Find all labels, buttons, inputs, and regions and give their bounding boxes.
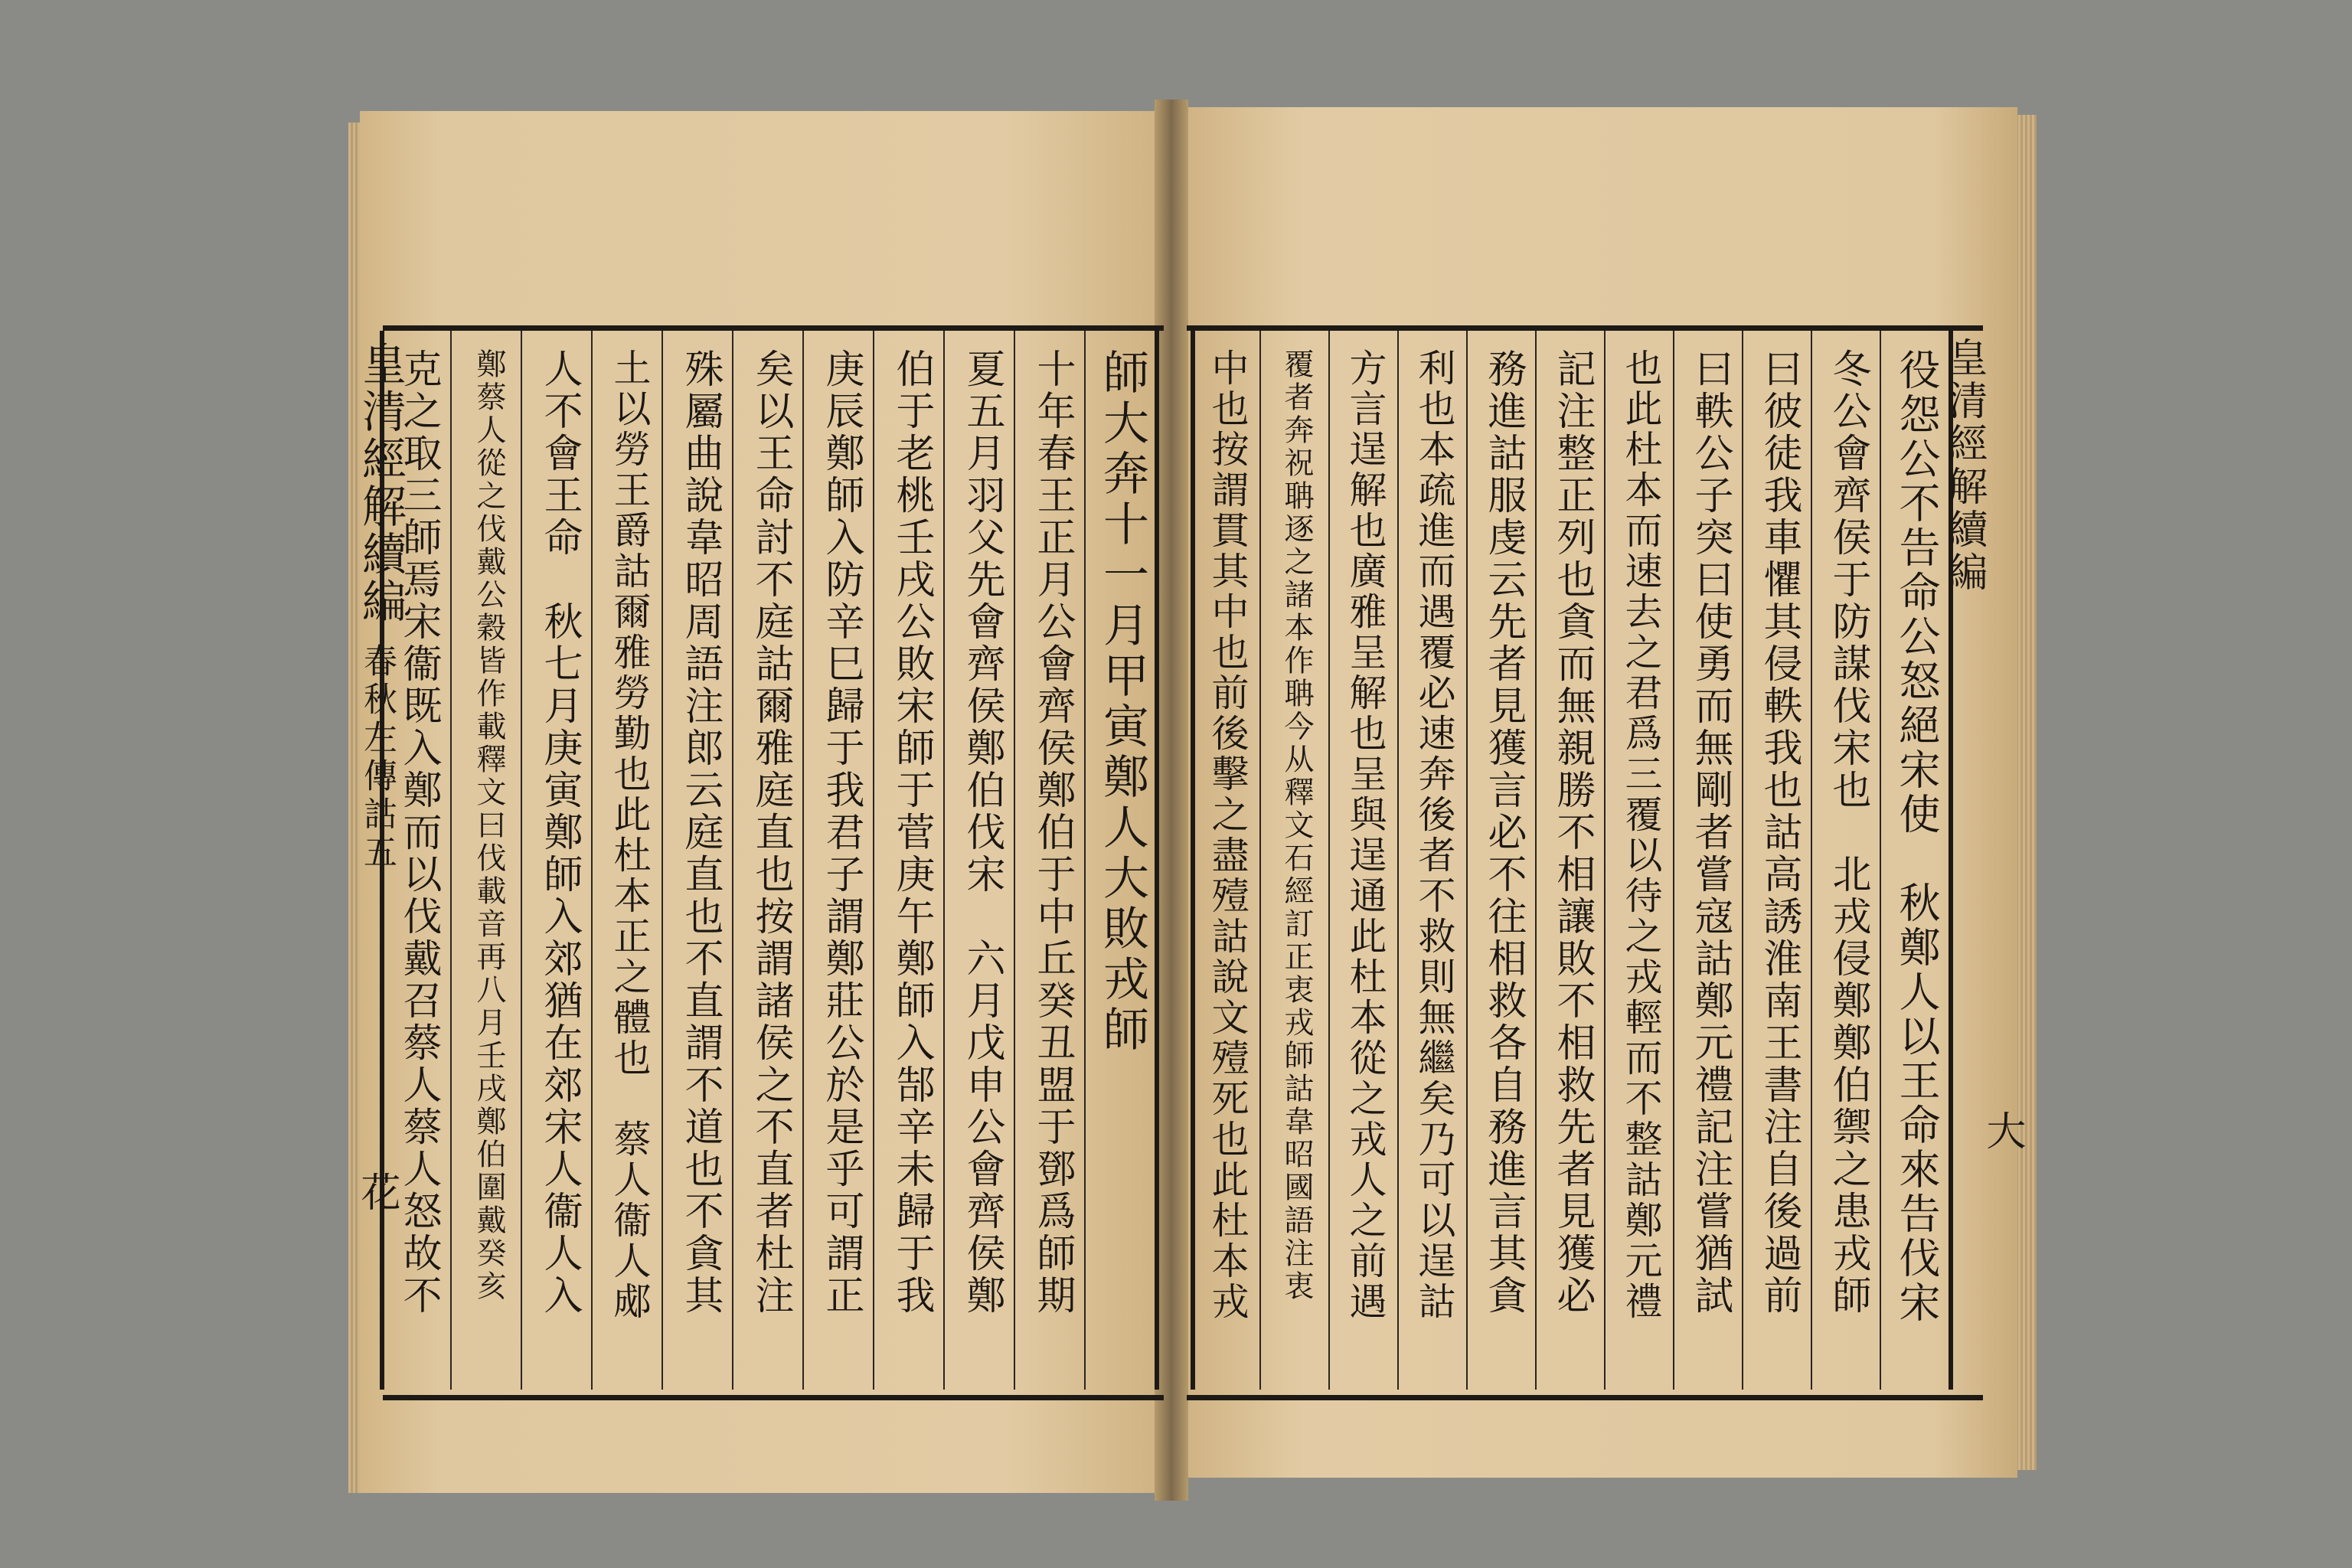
left-column-rule [521,331,522,1390]
right-column-rule [1535,331,1537,1390]
left-text-column: 師大奔十一月甲寅鄭人大敗戎師 [1096,348,1149,1056]
left-column-rule [732,331,733,1390]
left-column-rule [802,331,804,1390]
left-column-rule [450,331,452,1390]
right-column-rule [1880,331,1881,1390]
right-text-column: 冬公會齊侯于防謀伐宋也 北戎侵鄭鄭伯禦之患戎師 [1825,348,1870,1317]
right-margin-number: 大 [1979,1110,2025,1150]
left-text-column: 十年春王正月公會齊侯鄭伯于中丘癸丑盟于鄧爲師期 [1030,348,1075,1317]
left-column-rule [1155,331,1159,1390]
right-margin-title: 皇清經解續編 [1941,337,1987,594]
left-column-rule [873,331,874,1390]
left-text-column: 鄭蔡人從之伐戴公穀皆作載釋文曰伐載音再八月壬戌鄭伯圍戴癸亥 [472,348,506,1303]
right-column-rule [1466,331,1468,1390]
right-column-rule [1328,331,1330,1390]
left-text-column: 土以勞王爵詁爾雅勞勤也此杜本正之體也 蔡人衞人郕 [608,348,652,1322]
right-text-column: 記注整正列也貪而無親勝不相讓敗不相救先者見獲必 [1550,348,1595,1317]
right-text-column: 覆者奔祝聃逐之諸本作聃今从釋文石經訂正衷戎師詁韋昭國語注衷 [1279,348,1314,1303]
right-text-column: 役怨公不告命公怒絕宋使 秋鄭人以王命來告伐宋 [1893,348,1941,1325]
right-column-rule [1742,331,1743,1390]
right-text-column: 中也按謂貫其中也前後擊之盡殪詁說文殪死也此杜本戎 [1206,348,1250,1322]
left-column-rule [662,331,663,1390]
left-text-column: 矣以王命討不庭詁爾雅庭直也按謂諸侯之不直者杜注 [748,348,793,1317]
right-text-column: 曰軼公子突曰使勇而無剛者嘗寇詁鄭元禮記注嘗猶試 [1687,348,1733,1317]
right-text-column: 也此杜本而速去之君爲三覆以待之戎輕而不整詁鄭元禮 [1619,348,1663,1322]
left-column-rule [591,331,593,1390]
left-text-column: 克之取三師焉宋衞既入鄭而以伐戴召蔡人蔡人怒故不 [396,348,441,1317]
left-column-rule [1084,331,1086,1390]
left-text-column: 伯于老桃壬戌公敗宋師于菅庚午鄭師入郜辛未歸于我 [889,348,934,1317]
right-text-column: 利也本疏進而遇覆必速奔後者不救則無繼矣乃可以逞詁 [1413,348,1456,1322]
right-text-column: 務進詁服虔云先者見獲言必不往相救各自務進言其貪 [1481,348,1526,1317]
left-column-rule [943,331,945,1390]
left-text-column: 人不會王命 秋七月庚寅鄭師入郊猶在郊宋人衞人入 [537,348,582,1317]
left-text-column: 殊屬曲說韋昭周語注郎云庭直也不直謂不道也不貪其 [678,348,723,1317]
right-column-rule [1259,331,1261,1390]
left-margin-title: 皇清經解續編 [354,341,407,626]
right-column-rule [1811,331,1812,1390]
right-column-rule [1397,331,1399,1390]
right-column-rule [1673,331,1674,1390]
left-margin-chapter: 春秋左傳詁五 [358,643,397,873]
left-margin-folio: 花 [354,1171,400,1211]
left-text-column: 庚辰鄭師入防辛巳歸于我君子謂鄭莊公於是乎可謂正 [818,348,864,1317]
right-text-column: 方言逞解也廣雅呈解也呈與逞通此杜本從之戎人之前遇 [1344,348,1387,1322]
right-column-rule [1604,331,1606,1390]
right-text-column: 曰彼徒我車懼其侵軼我也詁高誘淮南王書注自後過前 [1756,348,1802,1317]
left-column-rule [1014,331,1015,1390]
left-text-column: 夏五月羽父先會齊侯鄭伯伐宋 六月戊申公會齊侯鄭 [959,348,1004,1317]
right-column-rule [1191,331,1195,1390]
